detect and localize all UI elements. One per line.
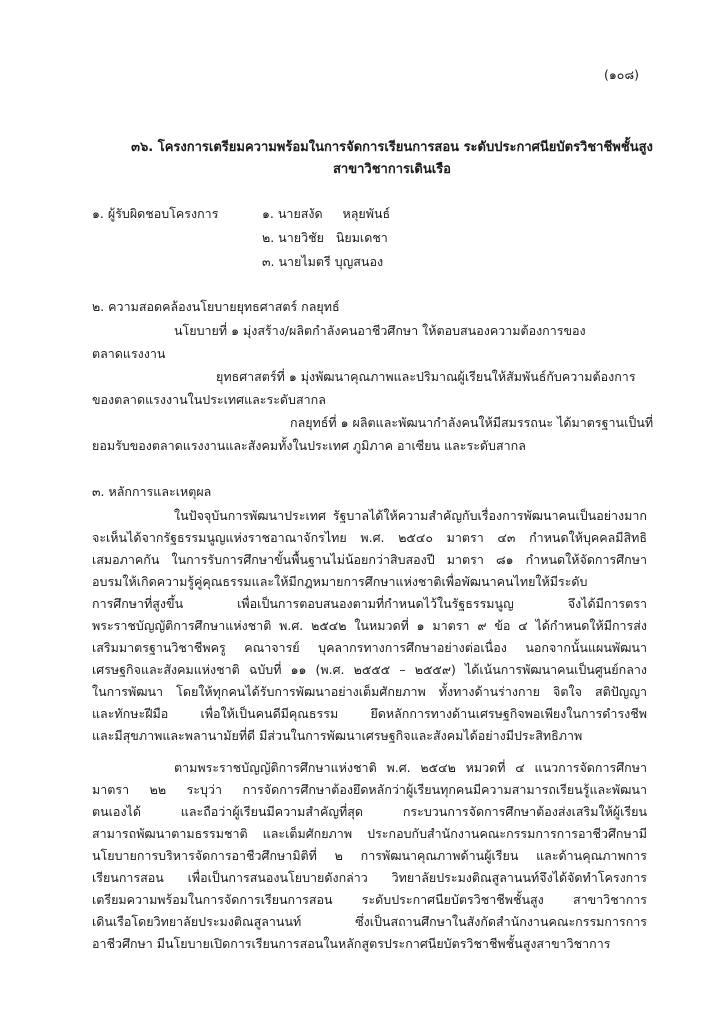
paragraph-line: เรียนการสอน เพื่อเป็นการสนองนโยบายดังกล่าว วิทยาลัยประมงติณสูลานนท์จึงได้จัดทำโครงการ — [92, 870, 647, 885]
responsible-label: ๑. ผู้รับผิดชอบโครงการ — [92, 206, 219, 221]
paragraph-line: สามารถพัฒนาตามธรรมชาติ และเต็มศักยภาพ ประกอบกับสำนักงานคณะกรรมการการอาชีวศึกษามี — [92, 826, 647, 841]
paragraph-line: นโยบายการบริหารจัดการอาชีวศึกษามิติที่ ๒ การพัฒนาคุณภาพด้านผู้เรียน และด้านคุณภาพการ — [92, 848, 647, 863]
paragraph-line: จะเห็นได้จากรัฐธรรมนูญแห่งราชอาณาจักรไทย พ.ศ. ๒๕๔๐ มาตรา ๔๓ กำหนดให้บุคคลมีสิทธิ — [92, 530, 647, 545]
policy-line-2: ตลาดแรงงาน — [92, 346, 166, 361]
paragraph-line: และทักษะฝีมือ เพื่อให้เป็นคนดีมีคุณธรรม ยึดหลักการทางด้านเศรษฐกิจพอเพียงในการดำรงชีพ — [92, 706, 647, 721]
paragraph-line: เตรียมความพร้อมในการจัดการเรียนการสอน ระดับประกาศนียบัตรวิชาชีพชั้นสูง สาขาวิชาการ — [92, 892, 647, 907]
tactic-line-2: ยอมรับของตลาดแรงงานและสังคมทั้งในประเทศ ภูมิภาค อาเซียน และระดับสากล — [92, 438, 526, 453]
rationale-paragraph-2 — [92, 757, 647, 955]
paragraph-line: ตนเองได้ และถือว่าผู้เรียนมีความสำคัญที่สุด กระบวนการจัดการศึกษาต้องส่งเสริมให้ผู้เรียน — [92, 804, 647, 819]
paragraph-line: การศึกษาที่สูงขึ้น เพื่อเป็นการตอบสนองตามที่กำหนดไว้ในรัฐธรรมนูญ จึงได้มีการตรา — [92, 596, 647, 611]
paragraph-line: และมีสุขภาพและพลานามัยที่ดี มีส่วนในการพัฒนาเศรษฐกิจและสังคมได้อย่างมีประสิทธิภาพ — [92, 728, 583, 743]
paragraph-line: เศรษฐกิจและสังคมแห่งชาติ ฉบับที่ ๑๑ (พ.ศ. ๒๕๕๕ – ๒๕๕๙) ได้เน้นการพัฒนาคนเป็นศูนย์กลาง — [92, 662, 647, 677]
paragraph-line: อาชีวศึกษา มีนโยบายเปิดการเรียนการสอนในหลักสูตรประกาศนียบัตรวิชาชีพชั้นสูงสาขาวิชาการ — [92, 936, 611, 951]
title-line-1: ๓๖. โครงการเตรียมความพร้อมในการจัดการเรียนการสอน ระดับประกาศนียบัตรวิชาชีพชั้นสูง — [131, 140, 653, 155]
paragraph-line: มาตรา ๒๒ ระบุว่า การจัดการศึกษาต้องยึดหลักว่าผู้เรียนทุกคนมีความสามารถเรียนรู้และพัฒนา — [92, 782, 647, 797]
section-2-heading: ๒. ความสอดคล้องนโยบายยุทธศาสตร์ กลยุทธ์ — [92, 299, 340, 314]
responsible-person-3: ๓. นายไมตรี บุญสนอง — [262, 254, 384, 269]
responsible-person-1: ๑. นายสงัด หลุยพันธ์ — [262, 206, 391, 221]
responsible-person-2: ๒. นายวิชัย นิยมเดชา — [262, 230, 388, 245]
section-3-heading: ๓. หลักการและเหตุผล — [92, 484, 212, 499]
paragraph-line: เสมอภาคกัน ในการรับการศึกษาขั้นพื้นฐานไม่น้อยกว่าสิบสองปี มาตรา ๘๑ กำหนดให้จัดการศึกษา — [92, 552, 647, 567]
title-line-2: สาขาวิชาการเดินเรือ — [332, 162, 451, 177]
paragraph-line: พระราชบัญญัติการศึกษาแห่งชาติ พ.ศ. ๒๕๔๒ ในหมวดที่ ๑ มาตรา ๙ ข้อ ๔ ได้กำหนดให้มีการส่ง — [92, 618, 647, 633]
strategy-line-2: ของตลาดแรงงานในประเทศและระดับสากล — [92, 392, 326, 407]
project-title — [92, 137, 692, 181]
paragraph-line: เสริมมาตรฐานวิชาชีพครู คณาจารย์ บุคลากรทางการศึกษาอย่างต่อเนื่อง นอกจากนั้นแผนพัฒนา — [92, 640, 647, 655]
page-number: (๑๐๘) — [604, 67, 639, 82]
paragraph-line: อบรมให้เกิดความรู้คู่คุณธรรมและให้มีกฎหมายการศึกษาแห่งชาติเพื่อพัฒนาคนไทยให้มีระดับ — [92, 574, 588, 589]
paragraph-line: เดินเรือโดยวิทยาลัยประมงติณสูลานนท์ ซึ่งเป็นสถานศึกษาในสังกัดสำนักงานคณะกรรมการการ — [92, 914, 647, 929]
rationale-paragraph-1 — [92, 505, 647, 747]
paragraph-line: ในปัจจุบันการพัฒนาประเทศ รัฐบาลได้ให้ความสำคัญกับเรื่องการพัฒนาคนเป็นอย่างมาก — [174, 508, 647, 523]
policy-line-1: นโยบายที่ ๑ มุ่งสร้าง/ผลิตกำลังคนอาชีวศึกษา ให้ตอบสนองความต้องการของ — [174, 323, 586, 338]
paragraph-line: ในการพัฒนา โดยให้ทุกคนได้รับการพัฒนาอย่างเต็มศักยภาพ ทั้งทางด้านร่างกาย จิตใจ สติปัญญา — [92, 684, 647, 699]
strategy-line-1: ยุทธศาสตร์ที่ ๑ มุ่งพัฒนาคุณภาพและปริมาณผู้เรียนให้สัมพันธ์กับความต้องการ — [216, 369, 636, 384]
paragraph-line: ตามพระราชบัญญัติการศึกษาแห่งชาติ พ.ศ. ๒๕๔๒ หมวดที่ ๔ แนวการจัดการศึกษา — [174, 760, 647, 775]
tactic-line-1: กลยุทธ์ที่ ๑ ผลิตและพัฒนากำลังคนให้มีสมรรถนะ ได้มาตรฐานเป็นที่ — [290, 415, 654, 430]
